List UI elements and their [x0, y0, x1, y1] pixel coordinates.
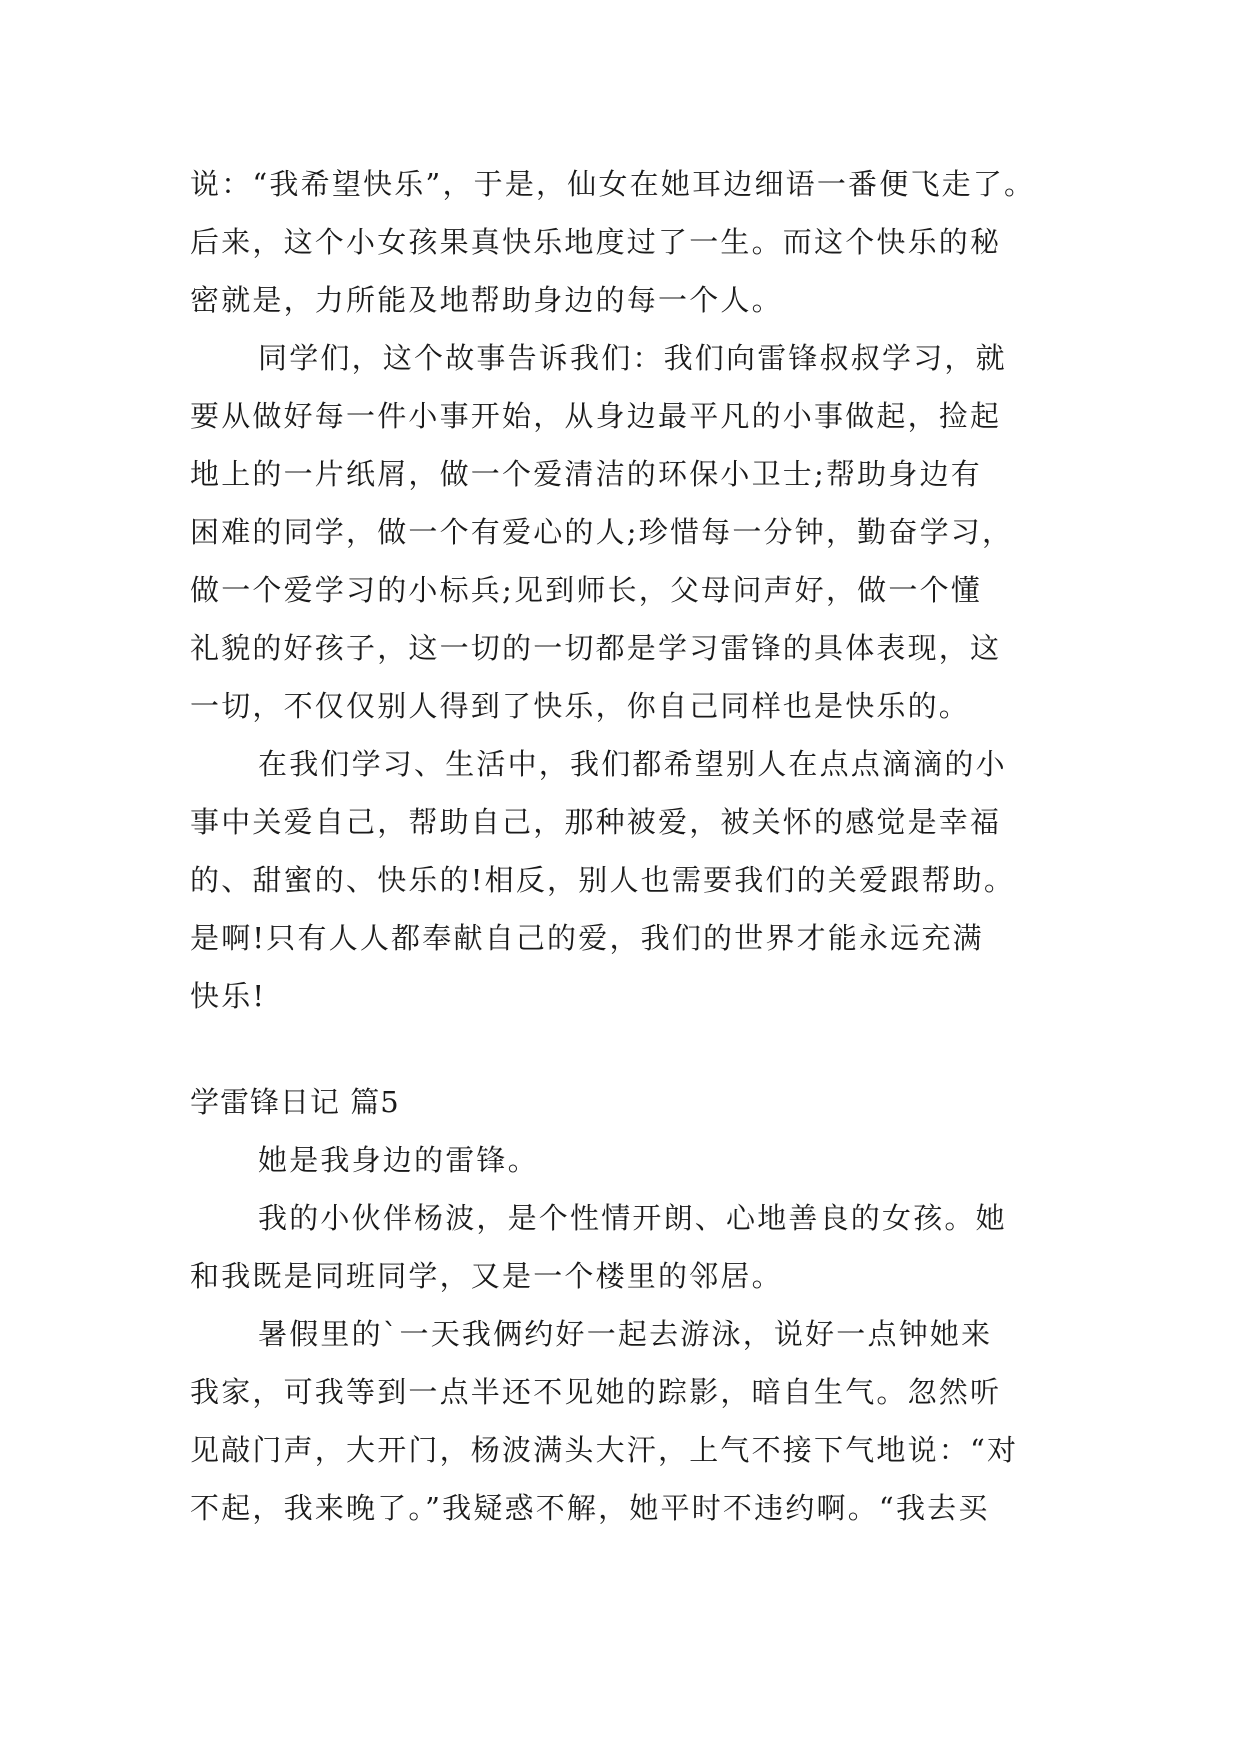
- text-line: 后来，这个小女孩果真快乐地度过了一生。而这个快乐的秘: [190, 225, 1002, 259]
- text-line: 不起，我来晚了。”我疑惑不解，她平时不违约啊。“我去买: [190, 1491, 990, 1525]
- paragraph-lesson: [190, 329, 1050, 735]
- text-line: 礼貌的好孩子，这一切的一切都是学习雷锋的具体表现，这: [190, 631, 1002, 665]
- section-title: 学雷锋日记 篇5: [190, 1085, 400, 1119]
- text-line: 是啊!只有人人都奉献自己的爱，我们的世界才能永远充满: [190, 921, 984, 955]
- text-line: 暑假里的`一天我俩约好一起去游泳，说好一点钟她来: [258, 1317, 993, 1351]
- text-line: 和我既是同班同学，又是一个楼里的邻居。: [190, 1259, 783, 1293]
- paragraph-life: [190, 735, 1050, 1025]
- section-gap: [190, 1025, 1050, 1073]
- text-line: 困难的同学，做一个有爱心的人;珍惜每一分钟，勤奋学习，: [190, 515, 1014, 549]
- paragraph-friend: [190, 1189, 1050, 1305]
- text-line: 她是我身边的雷锋。: [258, 1143, 539, 1177]
- text-line: 在我们学习、生活中，我们都希望别人在点点滴滴的小: [258, 747, 1007, 781]
- text-line: 地上的一片纸屑，做一个爱清洁的环保小卫士;帮助身边有: [190, 457, 982, 491]
- document-page: [190, 155, 1050, 1537]
- paragraph-summer: [190, 1305, 1050, 1537]
- text-line: 我的小伙伴杨波，是个性情开朗、心地善良的女孩。她: [258, 1201, 1007, 1235]
- text-line: 快乐!: [190, 979, 267, 1013]
- text-line: 说：“我希望快乐”，于是，仙女在她耳边细语一番便飞走了。: [190, 167, 1036, 201]
- text-line: 要从做好每一件小事开始，从身边最平凡的小事做起，捡起: [190, 399, 1002, 433]
- text-line: 的、甜蜜的、快乐的!相反，别人也需要我们的关爱跟帮助。: [190, 863, 1016, 897]
- text-line: 密就是，力所能及地帮助身边的每一个人。: [190, 283, 783, 317]
- text-line: 同学们，这个故事告诉我们：我们向雷锋叔叔学习，就: [258, 341, 1007, 375]
- text-line: 做一个爱学习的小标兵;见到师长，父母问声好，做一个懂: [190, 573, 982, 607]
- text-line: 事中关爱自己，帮助自己，那种被爱，被关怀的感觉是幸福: [190, 805, 1002, 839]
- paragraph-intro: [190, 1131, 1050, 1189]
- paragraph-story-end: [190, 155, 1050, 329]
- text-line: 一切，不仅仅别人得到了快乐，你自己同样也是快乐的。: [190, 689, 971, 723]
- text-line: 我家，可我等到一点半还不见她的踪影，暗自生气。忽然听: [190, 1375, 1002, 1409]
- text-line: 见敲门声，大开门，杨波满头大汗，上气不接下气地说：“对: [190, 1433, 1019, 1467]
